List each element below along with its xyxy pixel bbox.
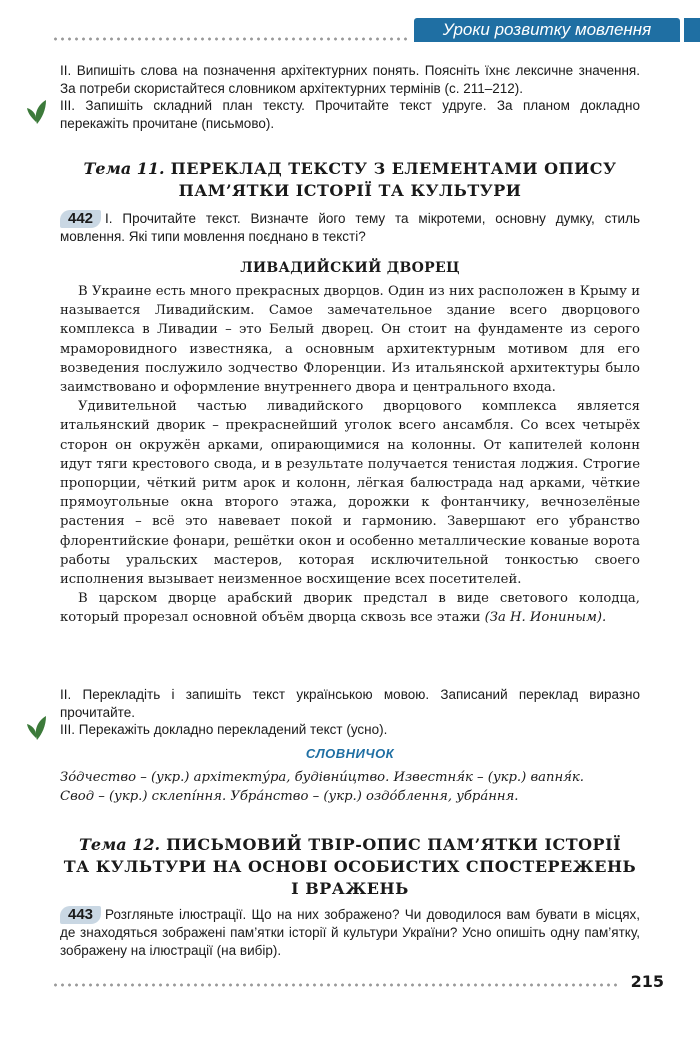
exercise-443-instruction: Розгляньте ілюстрації. Що на них зображено? Чи доводилося вам бувати в місцях, де знаходяться зображені пам’ятки історії й культури України? Усно опишіть одну пам’ятку, зображену на ілюстрації (на вибір). (60, 907, 640, 958)
exercise-442-instruction: I. Прочитайте текст. Визначте його тему та мікротеми, основну думку, стиль мовлення. Які типи мовлення поєднано в тексті? (60, 211, 640, 244)
reading-text (60, 282, 640, 628)
exercise-443-badge: 443 (60, 906, 101, 924)
text-title: ЛИВАДИЙСКИЙ ДВОРЕЦ (240, 260, 460, 276)
topic-12-title-line1: ПИСЬМОВИЙ ТВІР-ОПИС ПАМ’ЯТКИ ІСТОРІЇ (166, 835, 622, 854)
reading-source: (За Н. Иониным). (484, 610, 607, 626)
footer-dotted-rule (52, 983, 618, 987)
top-task-2: II. Випишіть слова на позначення архітектурних понять. Поясніть їхнє лексичне значення. За потреби скористайтеся словником архітектурних термінів (с. 211–212). (60, 63, 640, 96)
leaf-icon (24, 712, 50, 742)
topic-12-title-line3: І ВРАЖЕНЬ (291, 879, 409, 898)
exercise-442-badge: 442 (60, 210, 101, 228)
exercise-442-tasks (60, 686, 640, 739)
top-task-3: III. Запишіть складний план тексту. Прочитайте текст удруге. За планом докладно перекажіть прочитане (письмово). (60, 98, 640, 131)
topic-11-title-line2: ПАМ’ЯТКИ ІСТОРІЇ ТА КУЛЬТУРИ (178, 181, 522, 200)
reading-paragraph-3: В царском дворце арабский дворик предстал в виде светового колодца, который прорезал основной объём дворца сквозь все этажи (За Н. Иониным). (60, 591, 640, 626)
vocabulary (60, 768, 640, 806)
topic-11-title-line1: ПЕРЕКЛАД ТЕКСТУ З ЕЛЕМЕНТАМИ ОПИСУ (170, 159, 617, 178)
page-number: 215 (630, 972, 664, 991)
reading-paragraph-1: В Украине есть много прекрасных дворцов. Один из них расположен в Крыму и называется Ливадийским. Самое замечательное здание всего дворцового комплекса в Ливадии – это Белый дворец. Он стоит на фундаменте из серого мраморовидного известняка, а основным архитектурным мотивом для его возведения послужило зодчество Флоренции. Из итальянской архитектуры было заимствовано и оформление внутреннего двора и центрального входа. (60, 284, 640, 396)
topic-12-title-line2: ТА КУЛЬТУРИ НА ОСНОВІ ОСОБИСТИХ СПОСТЕРЕЖЕНЬ (63, 857, 637, 876)
exercise-442-instruction-block (60, 210, 640, 246)
reading-paragraph-2: Удивительной частью ливадийского дворцового комплекса является итальянский дворик – прекраснейший уголок всего ансамбля. Со всех четырёх сторон он окружён арками, опирающимися на колонны. От капителей колонн идут тяги крестового свода, и в результате получается тенистая лоджия. Строгие пропорции, чёткий ритм арок и колонн, лёгкая балюстрада над арками, чёткие прямоугольные окна второго этажа, дорожки к фонтанчику, вечнозелёные растения – всё это навевает покой и гармонию. Завершают его убранство флорентийские фонари, решётки окон и особенно металлические кованые ворота работы уральских мастеров, которая исключительной тонкостью своего исполнения вызывает неизменное восхищение всех посетителей. (60, 399, 640, 588)
vocab-title: СЛОВНИЧОК (305, 746, 395, 761)
topic-11-label: Тема 11. (83, 159, 165, 178)
exercise-442-task-2: II. Перекладіть і запишіть текст українською мовою. Записаний переклад виразно прочитайте. (60, 687, 640, 720)
section-header: Уроки розвитку мовлення (414, 18, 680, 42)
exercise-443-block (60, 906, 640, 959)
topic-11-heading (60, 158, 640, 202)
vocab-line-2: Свод – (укр.) склепі́ння. Убра́нство – (укр.) оздо́блення, убра́ння. (60, 789, 519, 805)
vocab-line-1: Зо́дчество – (укр.) архітекту́ра, будівни́цтво. Известня́к – (укр.) вапня́к. (60, 770, 584, 785)
exercise-442-task-3: III. Перекажіть докладно перекладений текст (усно). (60, 722, 388, 737)
header-accent-bar (684, 18, 700, 42)
header-dotted-rule (52, 37, 408, 41)
leaf-icon (24, 96, 50, 126)
topic-12-heading (60, 834, 640, 900)
topic-12-label: Тема 12. (78, 835, 161, 854)
top-tasks (60, 62, 640, 132)
